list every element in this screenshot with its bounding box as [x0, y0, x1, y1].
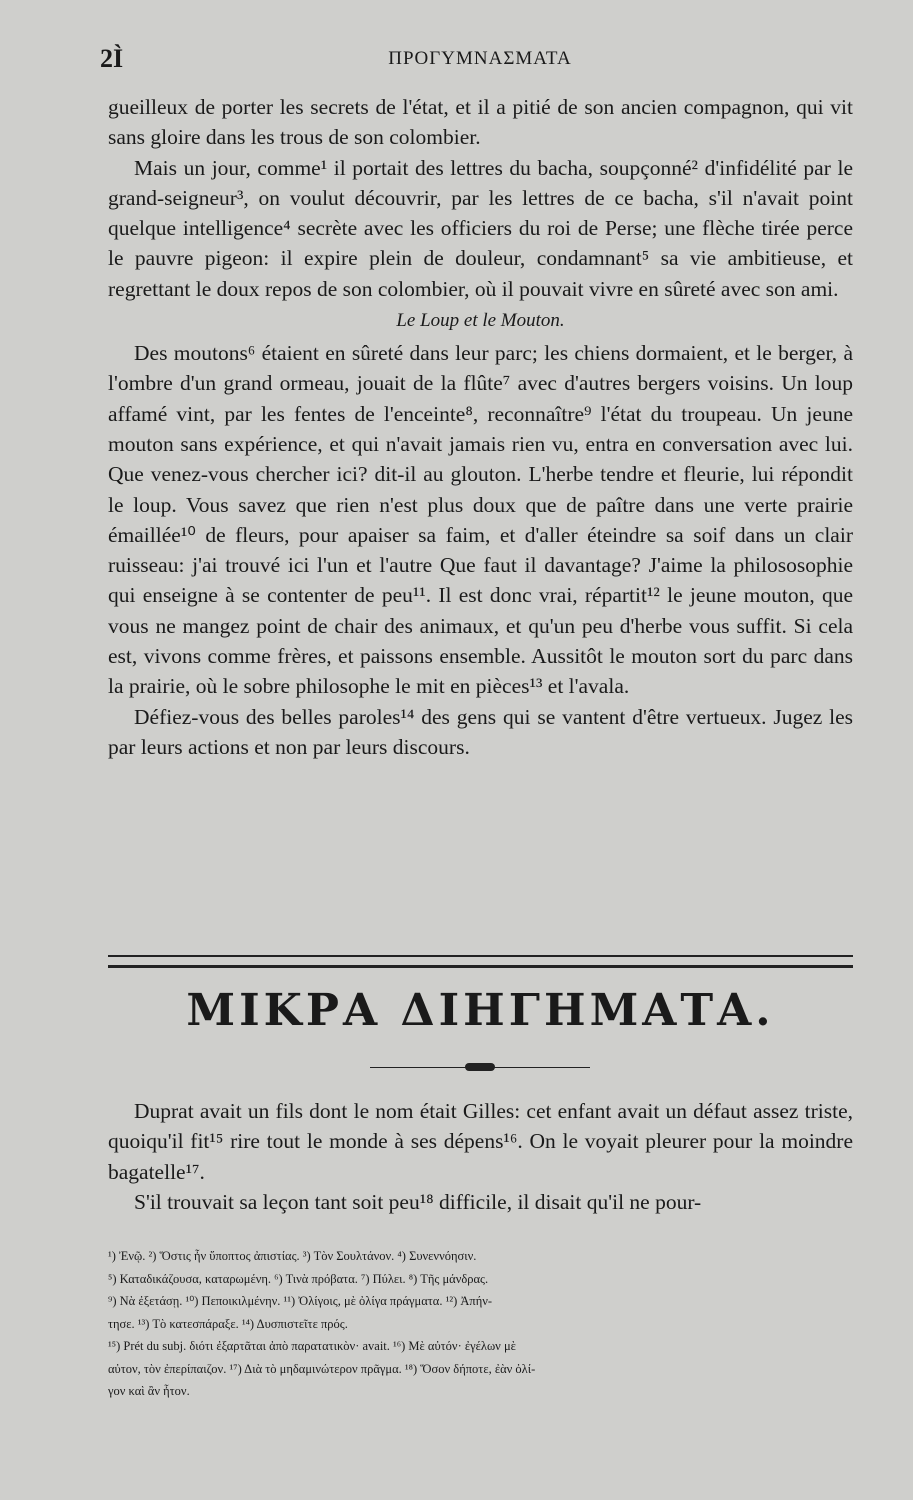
footnote-line: ⁹) Νὰ ἐξετάσῃ. ¹⁰) Πεποικιλμένην. ¹¹) Ὀλίγοις, μὲ ὀλίγα πράγματα. ¹²) Ἀπήν- [108, 1294, 493, 1308]
footnote-line: ¹) Ἐνῷ. ²) Ὅστις ἦν ὕποπτος ἀπιστίας. ³) Τὸν Σουλτάνον. ⁴) Συνεννόησιν. [108, 1249, 477, 1263]
paragraph-duprat: Duprat avait un fils dont le nom était Gilles: cet enfant avait un défaut assez triste, quoiqu'il fit¹⁵ rire tout le monde à ses dépens¹⁶. On le voyait pleurer pour la moindre bagatelle¹⁷. [108, 1099, 853, 1184]
footnote-line: ¹⁵) Prét du subj. διότι ἐξαρτᾶται ἀπὸ παρατατικὸν· avait. ¹⁶) Μὲ αὐτόν· ἐγέλων μὲ [108, 1339, 516, 1353]
story-text-block [108, 1096, 853, 1217]
page-header [100, 44, 860, 76]
paragraph-moral: Défiez-vous des belles paroles¹⁴ des gens qui se vantent d'être vertueux. Jugez les par leurs actions et non par leurs discours. [108, 704, 853, 759]
paragraph-continuation: gueilleux de porter les secrets de l'état, et il a pitié de son ancien compagnon, qui vit sans gloire dans les trous de son colombier. [108, 95, 853, 150]
paragraph-pigeon: Mais un jour, comme¹ il portait des lettres du bacha, soupçonné² d'infidélité par le grand-seigneur³, on voulut découvrir, par les lettres de ce bacha, s'il n'avait point quelque intelligence⁴ secrète avec les officiers du roi de Perse; une flèche tirée perce le pauvre pigeon: il expire plein de douleur, condamnant⁵ sa vie ambitieuse, et regrettant le doux repos de son colombier, où il pouvait vivre en sûreté avec son ami. [108, 155, 853, 301]
paragraph-fable: Des moutons⁶ étaient en sûreté dans leur parc; les chiens dormaient, et le berger, à l'ombre d'un grand ormeau, jouait de la flûte⁷ avec d'autres bergers voisins. Un loup affamé vint, par les fentes de l'enceinte⁸, reconnaître⁹ l'état du troupeau. Un jeune mouton sans expérience, et qui n'avait jamais rien vu, entra en conversation avec lui. Que venez-vous chercher ici? dit-il au glouton. L'herbe tendre et fleurie, lui répondit le loup. Vous savez que rien n'est plus doux que de paître dans une verte prairie émaillée¹⁰ de fleurs, pour apaiser sa faim, et d'aller éteindre sa soif dans un clair ruisseau: j'ai trouvé ici l'un et l'autre Que faut il davantage? J'aime la philososophie qui enseigne à se contenter de peu¹¹. Il est donc vrai, répartit¹² le jeune mouton, que vous ne mangez point de chair des animaux, et qu'un peu d'herbe vous suffit. Si cela est, vivons comme frères, et paissons ensemble. Aussitôt le mouton sort du parc dans la prairie, où le sobre philosophe le mit en pièces¹³ et l'avala. [108, 341, 853, 699]
paragraph-lesson: S'il trouvait sa leçon tant soit peu¹⁸ difficile, il disait qu'il ne pour- [134, 1189, 702, 1214]
double-rule-divider [108, 955, 853, 968]
footnote-line: τησε. ¹³) Τὸ κατεσπάραξε. ¹⁴) Δυσπιστεῖτε πρός. [108, 1316, 348, 1331]
footnote-line: γον καὶ ἂν ἦτον. [108, 1384, 190, 1398]
ornament-divider [370, 1063, 590, 1073]
page-number: 2Ì [100, 44, 124, 73]
running-title: ΠΡΟΓΥΜΝΑΣΜΑΤΑ [388, 48, 572, 69]
fable-title: Le Loup et le Mouton. [396, 310, 565, 332]
section-heading: ΜΙΚΡΑ ΔΙΗΓΗΜΑΤΑ. [186, 985, 775, 1036]
footnotes [108, 1245, 853, 1403]
footnote-line: αὐτον, τὸν ἐπερίπαιζον. ¹⁷) Διὰ τὸ μηδαμινώτερον πρᾶγμα. ¹⁸) Ὅσον δήποτε, ἐὰν ὀλί- [108, 1361, 536, 1376]
ornament-center [465, 1063, 495, 1071]
footnote-line: ⁵) Καταδικάζουσα, καταρωμένη. ⁶) Τινὰ πρόβατα. ⁷) Πύλει. ⁸) Τῆς μάνδρας. [108, 1271, 489, 1286]
main-text-block [108, 92, 853, 762]
